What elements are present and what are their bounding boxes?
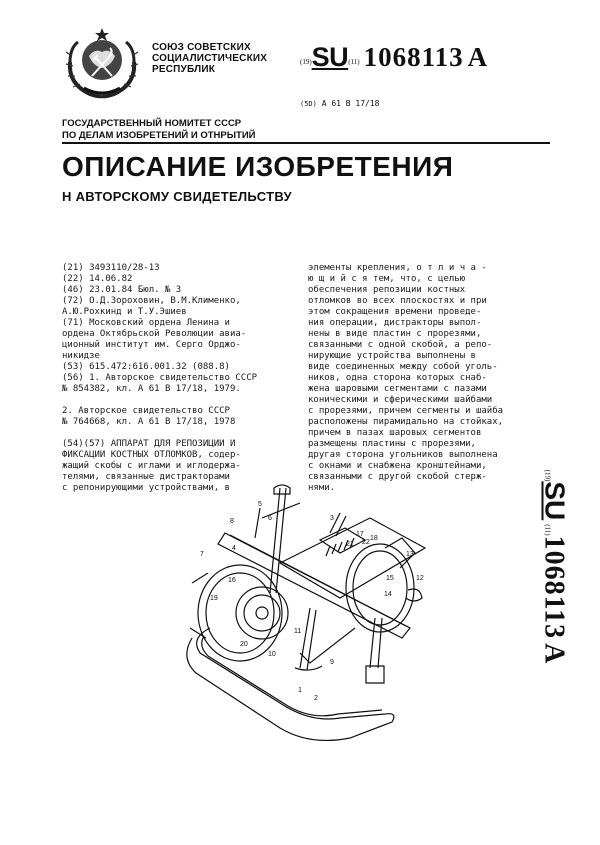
text-line: А.Ю.Рохкинд и Т.У.Эшиев bbox=[62, 307, 187, 317]
text-line: с прорезями, причем сегменты и шайба bbox=[308, 406, 504, 416]
text-line: размещены пластины с прорезями, bbox=[308, 439, 476, 449]
figure-number-label: 21 bbox=[346, 541, 354, 548]
figure-number-label: 7 bbox=[200, 551, 204, 558]
text-line: нены в виде пластин с прорезями, bbox=[308, 329, 482, 339]
claim-column bbox=[308, 263, 548, 494]
text-line bbox=[62, 428, 294, 439]
text-line: ю щ и й с я тем, что, с целью bbox=[308, 274, 466, 284]
ipc-classification bbox=[300, 99, 379, 108]
text-line: № 854382, кл. А 61 В 17/18, 1979. bbox=[62, 384, 241, 394]
text-line: жена шаровыми сегментами с пазами bbox=[308, 384, 487, 394]
figure-number-label: 1 bbox=[298, 687, 302, 694]
text-line: коническими и сферическими шайбами bbox=[308, 395, 493, 405]
side-kind-code: A bbox=[538, 643, 570, 665]
figure-number-label: 11 bbox=[294, 628, 302, 635]
document-subtitle: Н АВТОРСКОМУ СВИДЕТЕЛЬСТВУ bbox=[62, 189, 292, 204]
figure-number-label: 16 bbox=[228, 577, 236, 584]
committee-line: ГОСУДАРСТВЕННЫЙ НОМИТЕТ СССР bbox=[62, 118, 242, 129]
apparatus-drawing bbox=[170, 478, 470, 748]
text-line: обеспечения репозиции костных bbox=[308, 285, 466, 295]
side-inid-code-11: (11) bbox=[543, 524, 552, 536]
union-line: СОЮЗ СОВЕТСКИХ bbox=[152, 42, 251, 53]
text-line: с репонирующими устройствами, в bbox=[62, 483, 230, 493]
text-line: связанными с одной скобой, а репо- bbox=[308, 340, 493, 350]
inid-code-11: (11) bbox=[348, 58, 360, 66]
union-name bbox=[152, 42, 267, 75]
figure-number-label: 4 bbox=[232, 545, 236, 552]
union-line: РЕСПУБЛИК bbox=[152, 64, 216, 75]
figure-number-label: 19 bbox=[210, 595, 218, 602]
figure-number-label: 5 bbox=[258, 501, 262, 508]
document-number bbox=[300, 42, 488, 73]
header-rule bbox=[62, 142, 550, 144]
text-line: (56) 1. Авторское свидетельство СССР bbox=[62, 373, 258, 383]
document-title: ОПИСАНИЕ ИЗОБРЕТЕНИЯ bbox=[62, 151, 454, 182]
country-code: SU bbox=[311, 42, 349, 72]
text-line: с окнами и снабжена кронштейнами, bbox=[308, 461, 487, 471]
figure-number-label: 9 bbox=[330, 659, 334, 666]
text-line: жащий скобы с иглами и иглодержа- bbox=[62, 461, 241, 471]
state-emblem bbox=[62, 22, 142, 100]
text-line: ФИКСАЦИИ КОСТНЫХ ОТЛОМКОВ, содер- bbox=[62, 450, 241, 460]
inid-code-51: (5D) bbox=[300, 100, 317, 108]
figure-number-label: 20 bbox=[240, 641, 248, 648]
inid-code-19: (19) bbox=[300, 58, 312, 66]
text-line: (22) 14.06.82 bbox=[62, 274, 133, 284]
committee-line: ПО ДЕЛАМ ИЗОБРЕТЕНИЙ И ОТНРЫТИЙ bbox=[62, 130, 256, 141]
text-line: нями. bbox=[308, 483, 336, 493]
figure-number-label: 13 bbox=[406, 551, 414, 558]
figure-number-label: 14 bbox=[384, 591, 392, 598]
text-line: элементы крепления, о т л и ч а - bbox=[308, 263, 487, 273]
state-committee bbox=[62, 118, 256, 142]
bibliographic-column bbox=[62, 263, 294, 494]
text-line: отломков во всех плоскостях и при bbox=[308, 296, 487, 306]
text-line: нирующие устройства выполнены в bbox=[308, 351, 476, 361]
text-line: ников, одна сторона которых снаб- bbox=[308, 373, 487, 383]
figure-number-label: 15 bbox=[386, 575, 394, 582]
text-line: никидзе bbox=[62, 351, 100, 361]
figure-number-label: 17 bbox=[356, 531, 364, 538]
patent-number: 1068113 bbox=[363, 42, 464, 72]
kind-code: A bbox=[467, 42, 489, 72]
union-line: СОЦИАЛИСТИЧЕСКИХ bbox=[152, 53, 268, 64]
text-line: ционный институт им. Серго Орджо- bbox=[62, 340, 241, 350]
text-line bbox=[62, 395, 294, 406]
text-line: (46) 23.01.84 Бюл. № 3 bbox=[62, 285, 182, 295]
text-line: (21) 3493110/28-13 bbox=[62, 263, 160, 273]
side-inid-code-19: (19) bbox=[543, 469, 552, 482]
figure-number-label: 6 bbox=[268, 515, 272, 522]
text-line: (72) О.Д.Зороховин, В.М.Клименко, bbox=[62, 296, 241, 306]
text-line: виде соединенных между собой уголь- bbox=[308, 362, 498, 372]
figure-number-label: 22 bbox=[362, 539, 370, 546]
text-line: № 764668, кл. А 61 В 17/18, 1978 bbox=[62, 417, 236, 427]
text-line: 2. Авторское свидетельство СССР bbox=[62, 406, 230, 416]
side-country-code: SU bbox=[539, 481, 571, 521]
text-line: другая сторона угольников выполнена bbox=[308, 450, 498, 460]
text-line: телями, связанные дистракторами bbox=[62, 472, 230, 482]
text-line: связанными с другой скобой стерж- bbox=[308, 472, 487, 482]
text-line: этом сокращения времени проведе- bbox=[308, 307, 482, 317]
text-line: (54)(57) АППАРАТ ДЛЯ РЕПОЗИЦИИ И bbox=[62, 439, 236, 449]
figure-number-label: 3 bbox=[330, 515, 334, 522]
text-line: (71) Московский ордена Ленина и bbox=[62, 318, 230, 328]
text-line: (53) 615.472:616.001.32 (088.8) bbox=[62, 362, 230, 372]
text-line: ордена Октябрьской Революции авиа- bbox=[62, 329, 247, 339]
side-document-number bbox=[530, 432, 578, 702]
figure-number-label: 2 bbox=[314, 695, 318, 702]
figure-number-label: 10 bbox=[268, 651, 276, 658]
text-line: причем в пазах шаровых сегментов bbox=[308, 428, 482, 438]
ipc-value: А 61 В 17/18 bbox=[321, 99, 380, 108]
figure-number-label: 8 bbox=[230, 518, 234, 525]
figure-number-label: 18 bbox=[370, 535, 378, 542]
figure-number-label: 12 bbox=[416, 575, 424, 582]
side-patent-number: 1068113 bbox=[538, 535, 570, 640]
text-line: ния операции, дистракторы выпол- bbox=[308, 318, 482, 328]
text-line: расположены пирамидально на стойках, bbox=[308, 417, 504, 427]
